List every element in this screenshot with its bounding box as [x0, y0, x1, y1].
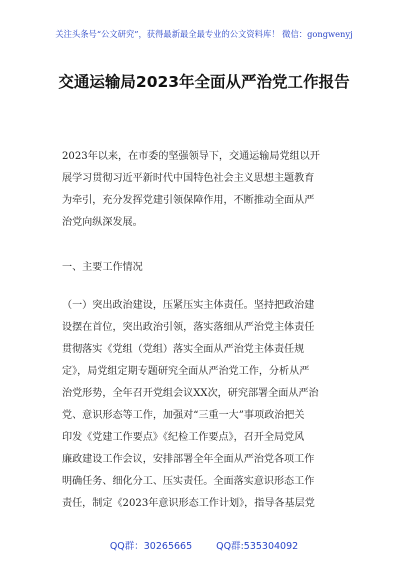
intro-line: 2023年以来，在市委的坚强领导下，交通运输局党组以开 — [62, 151, 320, 162]
intro-line: 为牵引，充分发挥党建引领保障作用，不断推动全面从严 — [62, 195, 315, 206]
intro-line: 展学习贯彻习近平新时代中国特色社会主义思想主题教育 — [62, 173, 315, 184]
intro-line: 治党向纵深发展。 — [62, 217, 143, 228]
body-line: 印发《党建工作要点》《纪检工作要点》，召开全局党风 — [62, 432, 305, 443]
body-line: 党、意识形态等工作，加强对“三重一大”事项政治把关 — [62, 410, 305, 421]
body-line: （一）突出政治建设，压紧压实主体责任。坚持把政治建 — [62, 300, 315, 311]
footer-contacts — [0, 538, 408, 552]
qq-group-1: QQ群：30265665 — [109, 541, 193, 552]
section-heading: 一、主要工作情况 — [62, 262, 143, 273]
body-line: 廉政建设工作会议，安排部署全年全面从严治党各项工作 — [62, 454, 315, 465]
document-title: 交通运输局2023年全面从严治党工作报告 — [58, 73, 350, 91]
top-banner: 关注头条号“公文研究”，获得最新最全最专业的公文资料库！ 微信：gongwenyj — [55, 29, 353, 39]
body-line: 治党形势，全年召开党组会议XX次，研究部署全面从严治 — [62, 388, 319, 399]
body-line: 责任，制定《2023年意识形态工作计划》，指导各基层党 — [62, 498, 315, 509]
body-line: 定》，局党组定期专题研究全面从严治党工作，分析从严 — [62, 366, 310, 377]
body-line: 设摆在首位，突出政治引领，落实落细从严治党主体责任 — [62, 322, 315, 333]
body-line: 明确任务、细化分工、压实责任。全面落实意识形态工作 — [62, 476, 315, 487]
body-line: 贯彻落实《党组（党组）落实全面从严治党主体责任规 — [62, 344, 305, 355]
qq-group-2: QQ群:535304092 — [216, 541, 299, 552]
